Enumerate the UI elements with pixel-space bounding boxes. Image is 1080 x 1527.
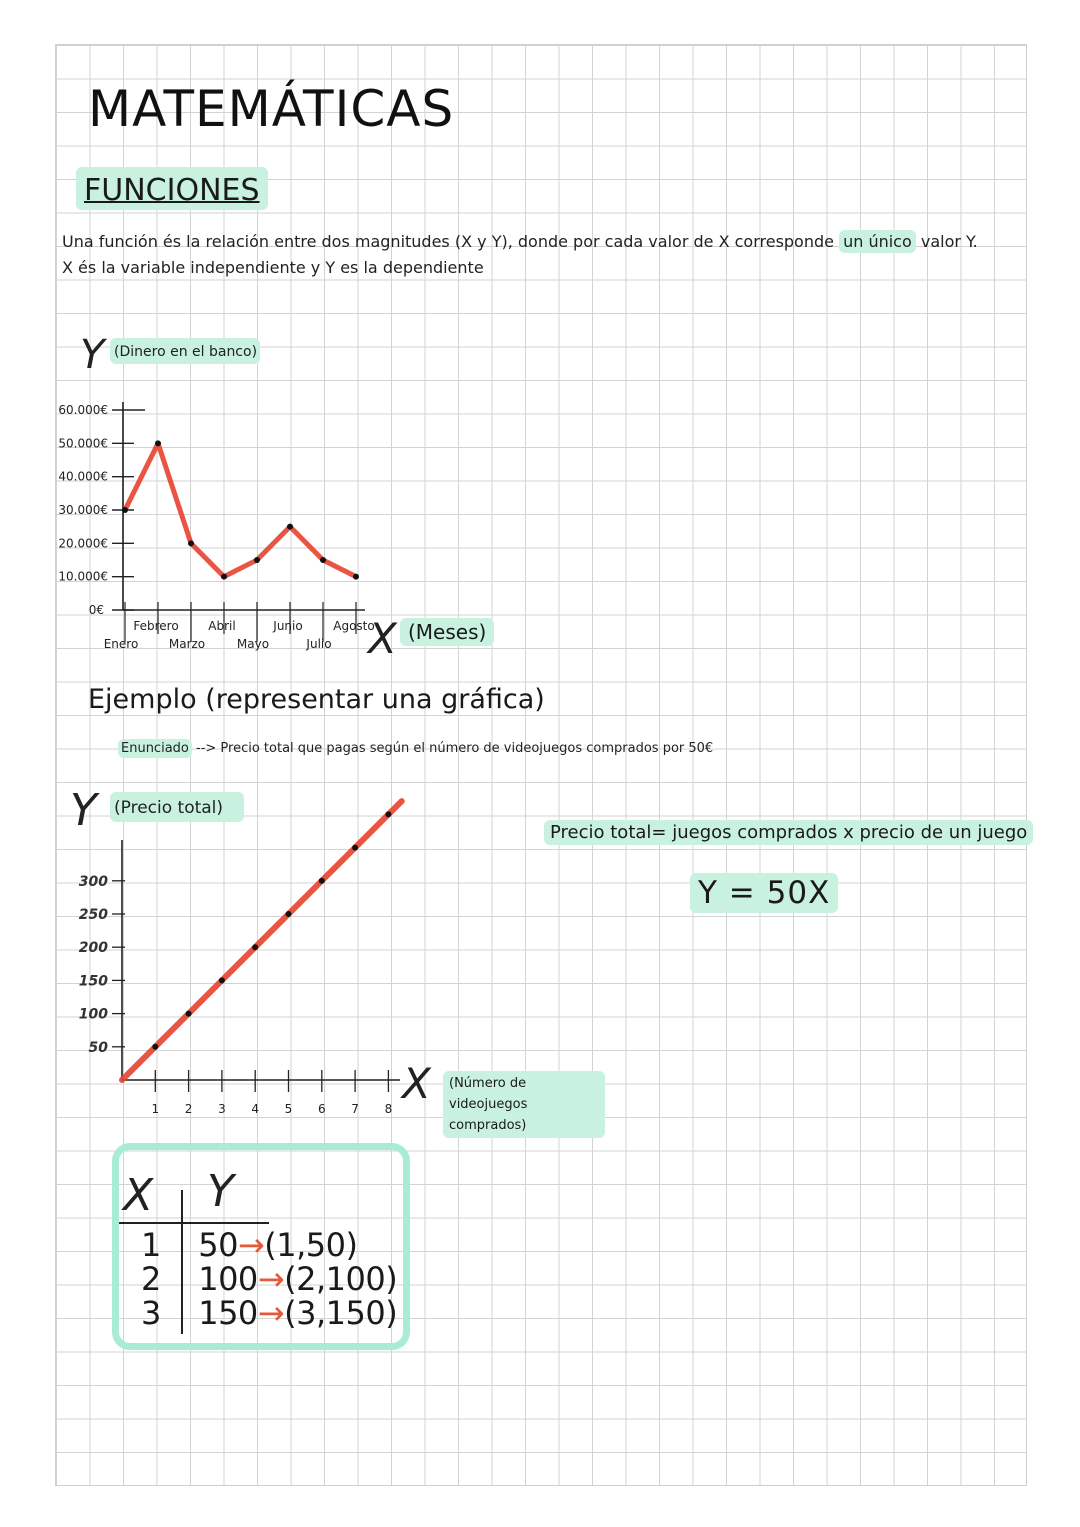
chart2-series-line [122,801,402,1080]
chart2-point [219,977,225,983]
chart2-point [319,878,325,884]
chart1-xlabel: (Meses) [400,618,494,646]
xy-table-row [141,1260,397,1298]
chart1-point [287,524,293,530]
chart1-point [155,440,161,446]
xy-row-y: 150 [198,1294,258,1332]
chart2-x-tick-label: 8 [384,1102,393,1116]
chart2-y-ticks [79,874,125,1056]
chart1-points [122,440,359,579]
chart2-x-tick-label: 3 [218,1102,226,1116]
arrow-icon: → [237,1226,265,1264]
chart2-x-tick-label: 4 [251,1102,260,1116]
definition-line-1-end: valor Y. [920,232,978,251]
xy-row-x: 1 [141,1226,161,1264]
chart2-x-tick-label: 1 [151,1102,160,1116]
xy-row-x: 2 [141,1260,161,1298]
chart1-x-tick-label: Mayo [236,637,270,651]
chart1-x-tick-label: Febrero [133,619,179,633]
xy-row-pair: (1,50) [264,1226,358,1264]
xy-row-pair: (2,100) [284,1260,398,1298]
chart2-x-tick-label: 7 [351,1102,359,1116]
chart2-x-letter: X [402,1059,431,1108]
chart1-point [320,557,326,563]
chart2-point [152,1044,158,1050]
xy-table [112,1143,410,1350]
chart1-ylabel: (Dinero en el banco) [114,344,258,360]
chart2-x-tick-label: 2 [184,1102,193,1116]
chart1-point [221,574,227,580]
example-title: Ejemplo (representar una gráfica) [88,684,545,715]
definition-line-2: X és la variable independiente y Y es la dependiente [62,258,484,277]
enunciado [118,741,713,756]
chart2-point [286,911,292,917]
chart1-y-tick-label: 10.000€ [58,569,108,584]
section-title: FUNCIONES [76,167,268,210]
chart1-y-tick-label: 30.000€ [58,503,108,517]
xy-row-x: 3 [141,1294,161,1332]
chart2-y-tick-label: 50 [88,1039,108,1056]
chart1-x-tick-label: Abril [208,619,236,633]
chart2-x-tick-label: 5 [284,1102,293,1116]
chart1-y-tick-label: 50.000€ [58,436,108,451]
chart2-ylabel: (Precio total) [114,798,224,818]
chart2-point [352,845,358,851]
xy-table-row [141,1294,397,1332]
xy-table-divider-h [119,1222,269,1224]
chart1-x-tick-label: Junio [273,619,303,633]
definition-text [62,229,978,281]
chart1-y-letter: Y [80,332,105,378]
chart2-y-tick-label: 150 [78,973,108,990]
enunciado-label: Enunciado [118,739,192,758]
chart1-point [122,507,128,513]
xy-table-header-x: X [123,1170,154,1221]
definition-line-1-start: Una función és la relación entre dos magnitudes (X y Y), donde por cada valor de X corresponde [62,232,834,251]
chart2-x-ticks [151,1070,392,1116]
chart2-x-tick-label: 6 [317,1102,326,1116]
chart2-y-tick-label: 250 [78,907,108,923]
chart1-x-tick-label: Agosto [333,619,375,633]
arrow-icon: → [257,1260,285,1298]
chart1-y-ticks [58,403,145,617]
chart2-y-letter: Y [70,785,97,836]
chart1-point [353,574,359,580]
chart1-point [254,557,260,563]
arrow-icon: → [257,1294,285,1332]
chart2-y-tick-label: 200 [78,940,108,957]
chart1-y-tick-label: 60.000€ [58,403,108,417]
enunciado-text: --> Precio total que pagas según el número de videojuegos comprados por 50€ [196,741,714,756]
formula-words: Precio total= juegos comprados x precio de un juego [544,820,1033,845]
chart2-xlabel: (Número de videojuegos comprados) [443,1071,605,1138]
xy-table-row [141,1226,357,1264]
xy-row-y: 100 [198,1260,258,1298]
definition-line-1 [62,229,978,255]
xy-row-pair: (3,150) [284,1294,398,1332]
chart2-point [186,1011,192,1017]
chart1-x-tick-label: Enero [103,637,139,651]
definition-highlight: un único [839,230,916,253]
chart2-point [385,811,391,817]
page-title: MATEMÁTICAS [88,80,455,138]
chart1-x-tick-label: Julio [306,637,332,651]
xy-row-y: 50 [198,1226,238,1264]
chart-price [0,770,440,1150]
chart1-x-letter: X [368,614,397,663]
chart1-x-tick-label: Marzo [168,637,206,651]
xy-table-header-y: Y [207,1166,234,1217]
chart1-series-line [125,443,356,576]
chart1-y-tick-label: 40.000€ [58,469,108,484]
chart1-point [188,540,194,546]
chart1-y-tick-label: 0€ [88,603,104,617]
chart2-point [252,944,258,950]
chart1-y-tick-label: 20.000€ [58,536,108,551]
chart2-y-tick-label: 100 [78,1006,108,1023]
formula: Y = 50X [690,873,838,913]
chart2-y-tick-label: 300 [78,873,108,890]
